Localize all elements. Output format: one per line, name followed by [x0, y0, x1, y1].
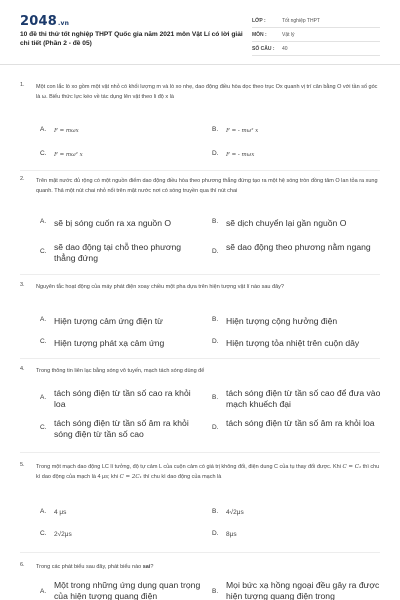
document-title: 10 đề thi thử tốt nghiệp THPT Quốc gia năm 2021 môn Vật Lí có lời giải chi tiết (Phần 2 - đề 05): [20, 31, 243, 48]
question-number: 6.: [20, 562, 25, 568]
question-number: 5.: [20, 462, 25, 468]
question-number: 2.: [20, 176, 25, 182]
question-number: 1.: [20, 82, 25, 88]
question-text: Trong các phát biểu sau đây, phát biểu nào sai?: [36, 564, 154, 570]
question-text: Trong thông tin liên lạc bằng sóng vô tuyến, mạch tách sóng dùng để: [36, 368, 205, 374]
formula-c1: C = C₁: [342, 464, 362, 470]
option-b[interactable]: B. Mọi bức xạ hồng ngoại đều gây ra được hiện tượng quang điện trong: [212, 580, 380, 600]
question-divider: [20, 452, 380, 453]
option-a[interactable]: A. tách sóng điện từ tần số cao ra khỏi loa: [40, 388, 191, 409]
logo-suffix: .vn: [57, 20, 70, 27]
formula-c2: C = 2C₁: [119, 474, 142, 480]
logo-text: 2048: [20, 14, 57, 29]
option-a[interactable]: A. 4 μs: [40, 508, 67, 516]
option-b[interactable]: B. 4√2μs: [212, 508, 244, 516]
option-c[interactable]: C. 2√2μs: [40, 530, 72, 538]
option-b[interactable]: B. tách sóng điện từ tần số cao để đưa vào mạch khuếch đại: [212, 388, 381, 409]
meta-row-class: LỚP : Tốt nghiệp THPT: [252, 14, 380, 28]
question-text: Nguyên tắc hoạt động của máy phát điện xoay chiều một pha dựa trên hiện tượng vật lí nào sau đây?: [36, 284, 284, 290]
option-c[interactable]: C. tách sóng điện từ tần số âm ra khỏi sóng điện từ tần số cao: [40, 418, 189, 439]
document-header: [0, 0, 400, 62]
question-divider: [20, 358, 380, 359]
option-c[interactable]: C. Hiện tượng phát xạ cảm ứng: [40, 338, 165, 348]
option-d[interactable]: D. F = - mωx: [212, 150, 255, 158]
option-b[interactable]: B. Hiện tượng cộng hưởng điện: [212, 316, 338, 326]
option-d[interactable]: D. tách sóng điện từ tần số âm ra khỏi loa: [212, 418, 375, 431]
option-a[interactable]: A. Hiện tượng cảm ứng điện từ: [40, 316, 163, 326]
question-number: 3.: [20, 282, 25, 288]
option-a[interactable]: A. F = mωx: [40, 126, 79, 134]
option-b[interactable]: B. sẽ dịch chuyển lại gần nguồn O: [212, 218, 347, 228]
question-text: Trong một mạch dao động LC lí tưởng, độ tự cảm L của cuộn cảm có giá trị không đổi, điện dung C của tụ thay đổi được. Khi C = C₁ thì chu kì dao động của mạch là 4 μs; khi C = 2C₁ thì chu kì dao động của mạch là: [36, 464, 380, 480]
option-a[interactable]: A. sẽ bị sóng cuốn ra xa nguồn O: [40, 218, 172, 228]
option-b[interactable]: B. F = - mω² x: [212, 126, 259, 134]
emphasis-word: sai: [142, 564, 151, 570]
option-d[interactable]: D. Hiện tượng tỏa nhiệt trên cuộn dây: [212, 338, 360, 348]
meta-row-subject: MÔN : Vật lý: [252, 28, 380, 42]
question-number: 4.: [20, 366, 25, 372]
option-c[interactable]: C. sẽ dao động tại chỗ theo phương thẳng đứng: [40, 242, 182, 263]
question-divider: [20, 170, 380, 171]
question-text: Một con lắc lò xo gồm một vật nhỏ có khối lượng m và lò xo nhẹ, dao động điều hòa dọc theo trục Ox quanh vị trí cân bằng O với tần số góc là ω. Biểu thức lực kéo về tác dụng lên vật theo li độ x là: [36, 84, 378, 100]
site-logo[interactable]: [20, 14, 69, 29]
option-c[interactable]: C. F = mω² x: [40, 150, 83, 158]
document-meta: [252, 14, 380, 56]
header-divider: [0, 64, 400, 65]
question-divider: [20, 274, 380, 275]
question-divider: [20, 552, 380, 553]
option-d[interactable]: D. 8μs: [212, 530, 237, 538]
option-d[interactable]: D. sẽ dao động theo phương nằm ngang: [212, 242, 371, 255]
option-a[interactable]: A. Một trong những ứng dụng quan trọng của hiện tượng quang điện: [40, 580, 201, 600]
meta-row-count: SỐ CÂU : 40: [252, 42, 380, 56]
question-text: Trên mặt nước đủ rộng có một nguồn điểm dao động điều hòa theo phương thẳng đứng tạo ra một hệ sóng tròn đồng tâm O lan tỏa ra xung quanh. Thả một nút chai nhỏ nổi trên mặt nước nơi có sóng truyền qua thì nút chai: [36, 178, 378, 194]
